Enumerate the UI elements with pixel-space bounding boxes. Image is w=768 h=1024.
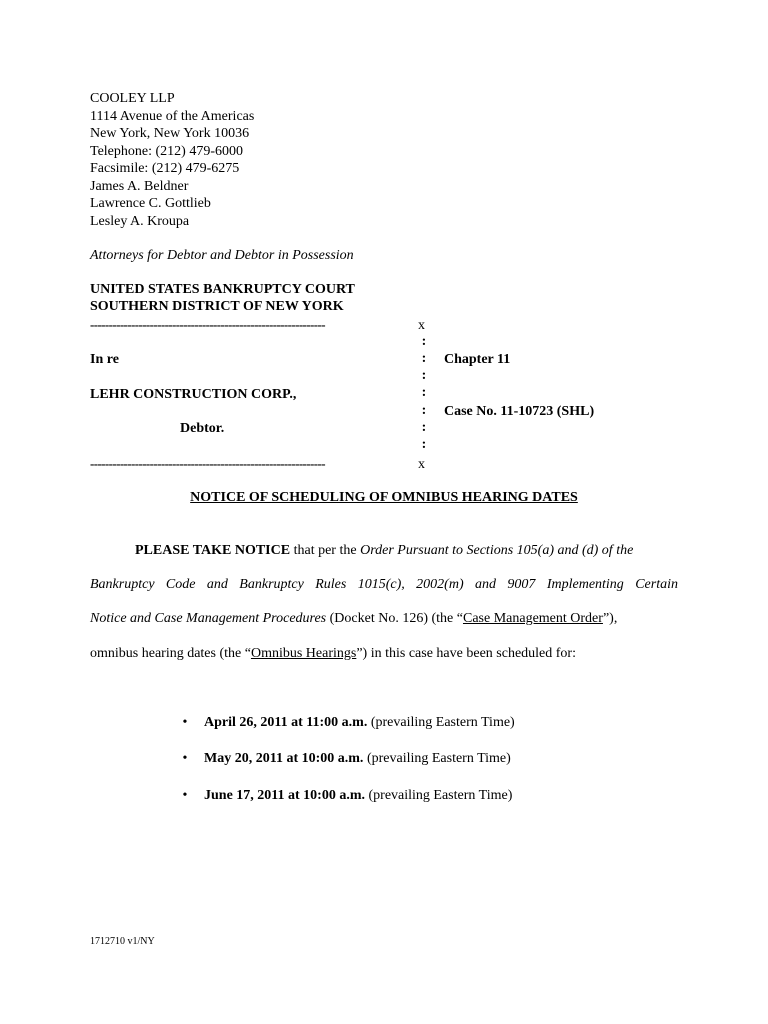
firm-address-line2: New York, New York 10036	[90, 126, 250, 141]
notice-title: NOTICE OF SCHEDULING OF OMNIBUS HEARING DATES	[190, 490, 578, 505]
body-line-4	[90, 645, 678, 662]
caption-colon: :	[421, 334, 427, 349]
defined-term-case-management-order: Case Management Order	[462, 611, 603, 626]
body-line-2	[90, 576, 678, 593]
defined-term-omnibus-hearings: Omnibus Hearings	[250, 646, 357, 661]
hearing-date: April 26, 2011 at 11:00 a.m.	[204, 715, 368, 730]
firm-name: COOLEY LLP	[90, 91, 175, 106]
caption-in-re: In re	[90, 352, 119, 367]
body-line-1	[90, 542, 678, 559]
caption-colon: :	[421, 368, 427, 383]
bullet-icon: •	[182, 788, 188, 803]
firm-facsimile: Facsimile: (212) 479-6275	[90, 161, 240, 176]
order-title: Order Pursuant to Sections 105(a) and (d) of the	[360, 543, 634, 558]
document-id-footer: 1712710 v1/NY	[90, 936, 155, 947]
body-text: ”),	[602, 611, 618, 626]
order-title: Notice and Case Management Procedures	[90, 611, 327, 626]
court-name-line2: SOUTHERN DISTRICT OF NEW YORK	[90, 299, 344, 314]
body-text: (Docket No. 126) (the “	[326, 611, 463, 626]
hearing-timezone: (prevailing Eastern Time)	[363, 751, 511, 766]
hearing-date: June 17, 2011 at 10:00 a.m.	[204, 788, 365, 803]
caption-debtor-label: Debtor.	[180, 421, 225, 436]
counsel-header	[90, 90, 254, 230]
hearing-date-item	[204, 715, 515, 731]
body-text: that per the	[290, 543, 361, 558]
caption-colon: :	[421, 420, 427, 435]
body-text: ”) in this case have been scheduled for:	[356, 646, 576, 661]
caption-colon: :	[421, 403, 427, 418]
hearing-timezone: (prevailing Eastern Time)	[367, 715, 515, 730]
caption-colon: :	[421, 437, 427, 452]
firm-telephone: Telephone: (212) 479-6000	[90, 143, 243, 159]
caption-x-mark: x	[418, 318, 425, 333]
bullet-icon: •	[182, 715, 188, 730]
attorney-role: Attorneys for Debtor and Debtor in Possession	[90, 248, 354, 263]
order-title: Bankruptcy Code and Bankruptcy Rules 1015(c), 2002(m) and 9007 Implementing Certain	[90, 577, 678, 592]
hearing-timezone: (prevailing Eastern Time)	[365, 788, 513, 803]
caption-top-rule: ---------------------------------------------------------------	[90, 317, 325, 332]
caption-bottom-rule: ---------------------------------------------------------------	[90, 456, 325, 471]
bullet-icon: •	[182, 751, 188, 766]
caption-colon: :	[421, 351, 427, 366]
hearing-date-item	[204, 751, 511, 767]
caption-debtor-name: LEHR CONSTRUCTION CORP.,	[90, 387, 297, 402]
caption-colon: :	[421, 385, 427, 400]
please-take-notice: PLEASE TAKE NOTICE	[135, 543, 291, 558]
firm-address-line1: 1114 Avenue of the Americas	[90, 108, 255, 124]
body-line-3	[90, 610, 678, 627]
attorney-name: Lesley A. Kroupa	[90, 213, 190, 229]
court-name-line1: UNITED STATES BANKRUPTCY COURT	[90, 282, 355, 297]
hearing-date: May 20, 2011 at 10:00 a.m.	[204, 751, 364, 766]
attorney-name: James A. Beldner	[90, 178, 189, 194]
hearing-date-item	[204, 788, 512, 804]
caption-x-mark: x	[418, 457, 425, 472]
attorney-name: Lawrence C. Gottlieb	[90, 196, 211, 211]
caption-chapter: Chapter 11	[444, 352, 511, 367]
body-text: omnibus hearing dates (the “	[90, 646, 251, 661]
caption-case-number: Case No. 11-10723 (SHL)	[444, 404, 595, 419]
